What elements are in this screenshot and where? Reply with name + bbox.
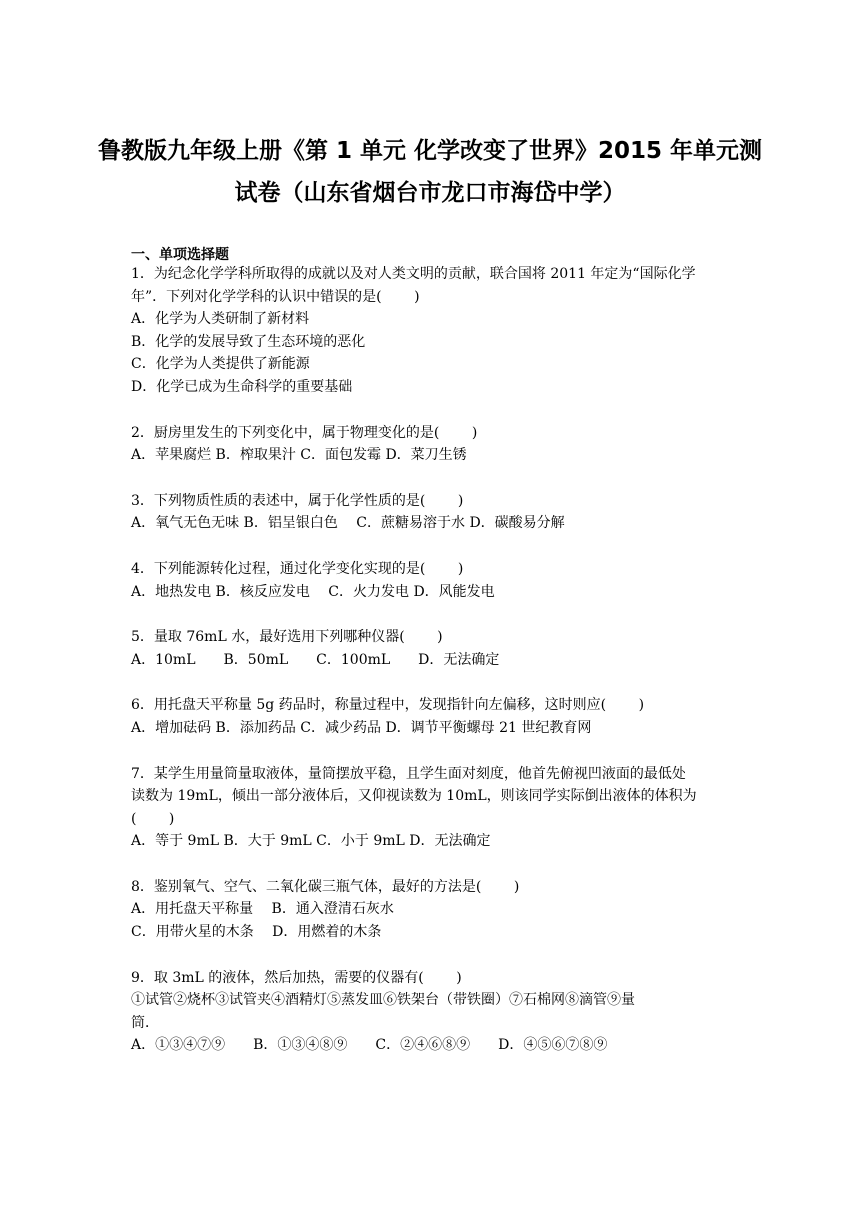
question-text: 2．厨房里发生的下列变化中，属于物理变化的是( ) bbox=[131, 424, 478, 441]
question-text: ( ) bbox=[131, 810, 175, 827]
options-line: A．用托盘天平称量 B．通入澄清石灰水 bbox=[131, 901, 394, 918]
question-5 bbox=[131, 626, 736, 671]
option-a: A．化学为人类研制了新材料 bbox=[131, 311, 310, 328]
question-text: 年”．下列对化学学科的认识中错误的是( ) bbox=[131, 288, 420, 305]
document-title-line-2: 试卷（山东省烟台市龙口市海岱中学） bbox=[234, 180, 626, 206]
question-text: 6．用托盘天平称量 5g 药品时，称量过程中，发现指针向左偏移，这时则应( ) bbox=[131, 697, 645, 714]
option-c: C．化学为人类提供了新能源 bbox=[131, 356, 310, 373]
question-text: 读数为 19mL，倾出一部分液体后，又仰视读数为 10mL，则该同学实际倒出液体的体积为 bbox=[131, 788, 697, 805]
question-4 bbox=[131, 558, 736, 603]
section-heading: 一、单项选择题 bbox=[131, 247, 229, 263]
question-text: 5．量取 76mL 水，最好选用下列哪种仪器( ) bbox=[131, 629, 443, 646]
option-b: B．化学的发展导致了生态环境的恶化 bbox=[131, 333, 366, 350]
options-line: A．地热发电 B．核反应发电 C．火力发电 D．风能发电 bbox=[131, 583, 495, 600]
question-7 bbox=[131, 763, 736, 853]
question-text: 1．为纪念化学学科所取得的成就以及对人类文明的贡献，联合国将 2011 年定为“国际化学 bbox=[131, 266, 696, 282]
options-line: C．用带火星的木条 D．用燃着的木条 bbox=[131, 924, 382, 941]
options-line: A．①③④⑦⑨ B．①③④⑧⑨ C．②④⑥⑧⑨ D．④⑤⑥⑦⑧⑨ bbox=[131, 1037, 608, 1054]
question-text: 9．取 3mL 的液体，然后加热，需要的仪器有( ) bbox=[131, 969, 462, 986]
options-line: A．氧气无色无味 B．铝呈银白色 C．蔗糖易溶于水 D．碳酸易分解 bbox=[131, 515, 565, 532]
option-d: D．化学已成为生命科学的重要基础 bbox=[131, 378, 353, 395]
instrument-list: ①试管②烧杯③试管夹④酒精灯⑤蒸发皿⑥铁架台（带铁圈）⑦石棉网⑧滴管⑨量 bbox=[131, 992, 635, 1009]
question-text: 8．鉴别氧气、空气、二氧化碳三瓶气体，最好的方法是( ) bbox=[131, 878, 520, 895]
options-line: A．增加砝码 B．添加药品 C．减少药品 D．调节平衡螺母 21 世纪教育网 bbox=[131, 719, 592, 736]
question-9 bbox=[131, 967, 736, 1057]
question-6 bbox=[131, 694, 736, 739]
options-line: A．苹果腐烂 B．榨取果汁 C．面包发霉 D．菜刀生锈 bbox=[131, 447, 467, 464]
question-3 bbox=[131, 490, 736, 535]
question-8 bbox=[131, 876, 736, 944]
question-text: 4．下列能源转化过程，通过化学变化实现的是( ) bbox=[131, 560, 464, 577]
options-line: A．等于 9mL B．大于 9mL C．小于 9mL D．无法确定 bbox=[131, 833, 491, 850]
document-title-line-1: 鲁教版九年级上册《第 1 单元 化学改变了世界》2015 年单元测 bbox=[97, 138, 763, 164]
options-line: A．10mL B．50mL C．100mL D．无法确定 bbox=[131, 651, 500, 668]
question-2 bbox=[131, 422, 736, 467]
question-list bbox=[131, 263, 736, 1080]
question-text: 3．下列物质性质的表述中，属于化学性质的是( ) bbox=[131, 492, 464, 509]
question-text: 7．某学生用量筒量取液体，量筒摆放平稳，且学生面对刻度，他首先俯视凹液面的最低处 bbox=[131, 765, 686, 782]
instrument-list: 筒． bbox=[131, 1014, 159, 1031]
question-1 bbox=[131, 263, 736, 399]
